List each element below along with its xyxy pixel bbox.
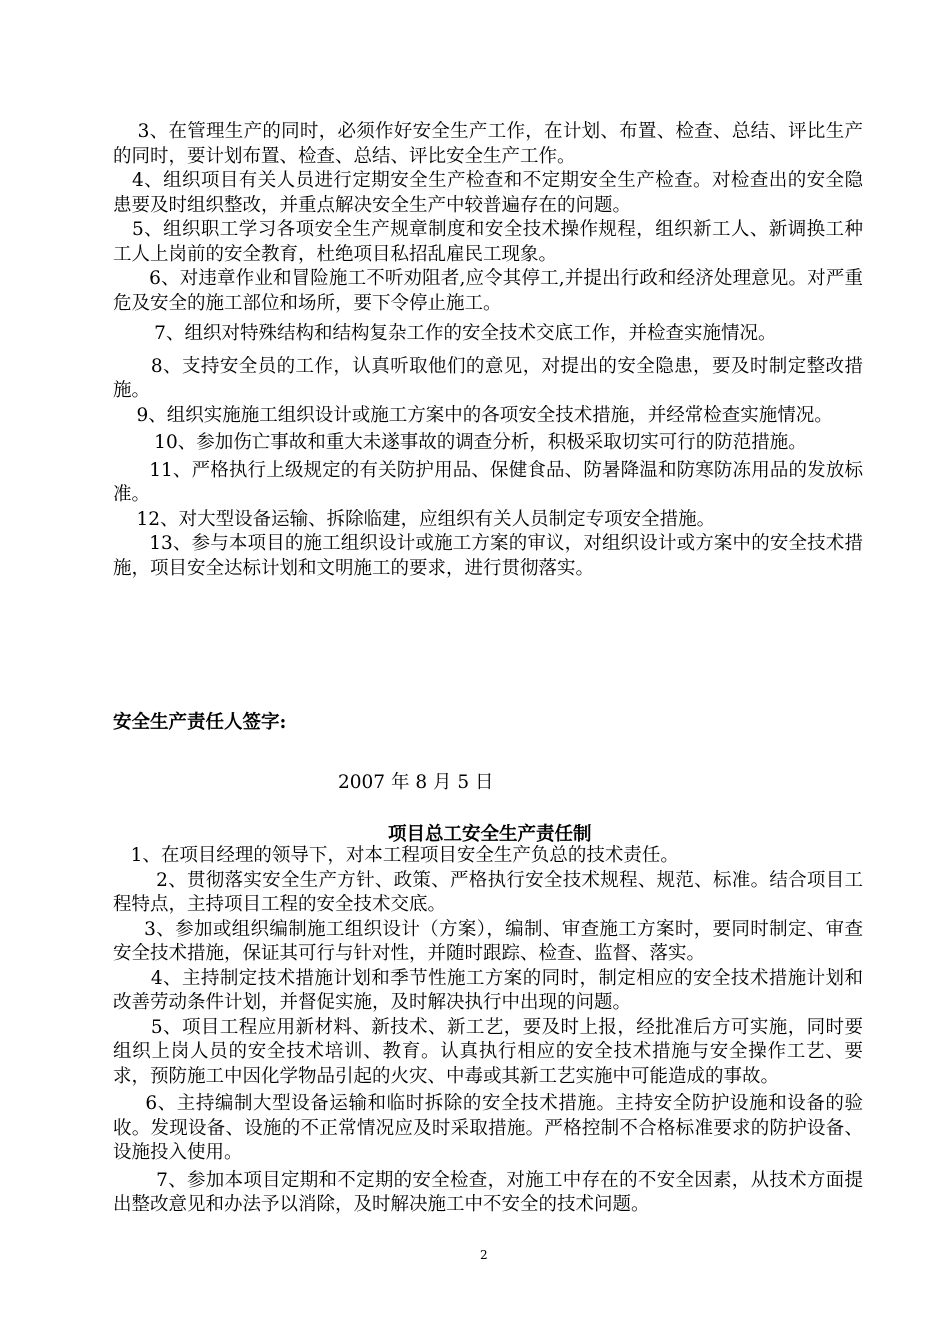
paragraph: 3、在管理生产的同时，必须作好安全生产工作，在计划、布置、检查、总结、评比生产的同时，要计划布置、检查、总结、评比安全生产工作。 — [113, 121, 863, 167]
section2-body — [113, 844, 863, 1218]
signature-label: 安全生产责任人签字: — [113, 712, 287, 733]
paragraph: 2、贯彻落实安全生产方针、政策、严格执行安全技术规程、规范、标准。结合项目工程特点，主持项目工程的安全技术交底。 — [113, 869, 863, 915]
date-line: 2007 年 8 月 5 日 — [338, 772, 494, 793]
paragraph: 12、对大型设备运输、拆除临建，应组织有关人员制定专项安全措施。 — [113, 508, 716, 530]
paragraph: 4、主持制定技术措施计划和季节性施工方案的同时，制定相应的安全技术措施计划和改善劳动条件计划，并督促实施，及时解决执行中出现的问题。 — [113, 967, 863, 1013]
section-title: 项目总工安全生产责任制 — [388, 824, 592, 845]
page-number: 2 — [480, 1248, 488, 1262]
section1-body — [113, 120, 863, 581]
paragraph: 5、项目工程应用新材料、新技术、新工艺，要及时上报，经批准后方可实施，同时要组织上岗人员的安全技术培训、教育。认真执行相应的安全技术措施与安全操作工艺、要求，预防施工中因化学物品引起的火灾、中毒或其新工艺实施中可能造成的事故。 — [113, 1016, 863, 1087]
paragraph: 8、支持安全员的工作，认真听取他们的意见，对提出的安全隐患，要及时制定整改措施。 — [113, 355, 863, 401]
paragraph: 9、组织实施施工组织设计或施工方案中的各项安全技术措施，并经常检查实施情况。 — [113, 404, 833, 426]
paragraph: 4、组织项目有关人员进行定期安全生产检查和不定期安全生产检查。对检查出的安全隐患要及时组织整改，并重点解决安全生产中较普遍存在的问题。 — [113, 170, 863, 216]
paragraph: 3、参加或组织编制施工组织设计（方案），编制、审查施工方案时，要同时制定、审查安全技术措施，保证其可行与针对性，并随时跟踪、检查、监督、落实。 — [113, 918, 863, 964]
paragraph: 7、组织对特殊结构和结构复杂工作的安全技术交底工作，并检查实施情况。 — [113, 323, 777, 344]
paragraph: 11、严格执行上级规定的有关防护用品、保健食品、防暑降温和防寒防冻用品的发放标准。 — [113, 459, 863, 505]
paragraph: 1、在项目经理的领导下，对本工程项目安全生产负总的技术责任。 — [113, 845, 679, 866]
paragraph: 6、对违章作业和冒险施工不听劝阻者,应令其停工,并提出行政和经济处理意见。对严重危及安全的施工部位和场所，要下令停止施工。 — [113, 268, 863, 314]
paragraph: 6、主持编制大型设备运输和临时拆除的安全技术措施。主持安全防护设施和设备的验收。发现设备、设施的不正常情况应及时采取措施。严格控制不合格标准要求的防护设备、设施投入使用。 — [113, 1093, 864, 1163]
paragraph: 10、参加伤亡事故和重大未遂事故的调查分析，积极采取切实可行的防范措施。 — [113, 432, 807, 453]
paragraph: 5、组织职工学习各项安全生产规章制度和安全技术操作规程，组织新工人、新调换工种工人上岗前的安全教育，杜绝项目私招乱雇民工现象。 — [113, 219, 863, 265]
paragraph: 7、参加本项目定期和不定期的安全检查，对施工中存在的不安全因素，从技术方面提出整改意见和办法予以消除，及时解决施工中不安全的技术问题。 — [113, 1169, 863, 1215]
paragraph: 13、参与本项目的施工组织设计或施工方案的审议，对组织设计或方案中的安全技术措施，项目安全达标计划和文明施工的要求，进行贯彻落实。 — [113, 533, 863, 579]
